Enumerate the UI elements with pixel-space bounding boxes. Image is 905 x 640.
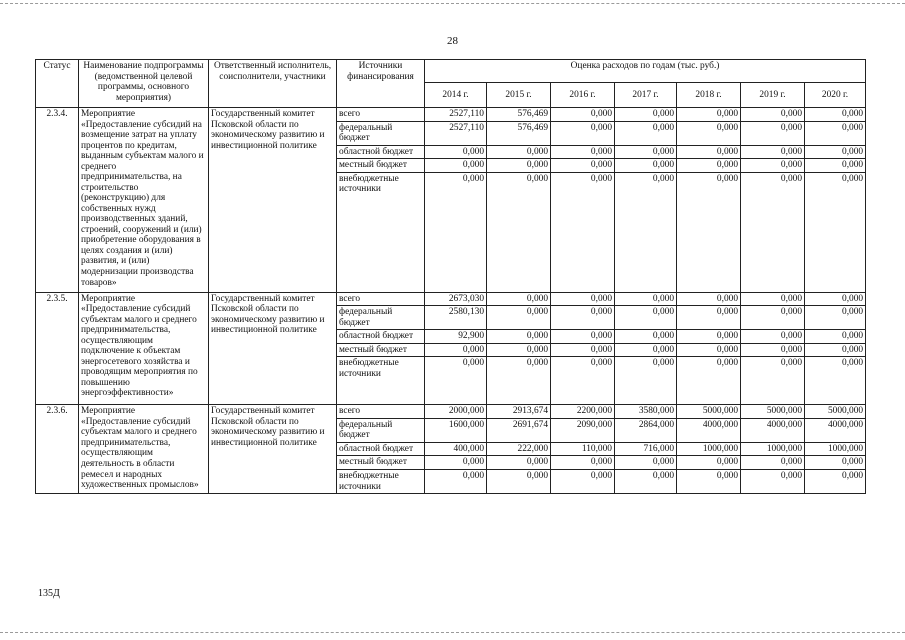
amount-cell: 576,469 — [487, 108, 551, 122]
page-number: 28 — [447, 35, 458, 47]
amount-cell: 0,000 — [551, 121, 615, 145]
amount-cell: 0,000 — [551, 292, 615, 306]
funding-source: федеральный бюджет — [337, 306, 425, 330]
funding-source: местный бюджет — [337, 456, 425, 470]
amount-cell: 0,000 — [805, 172, 866, 292]
footer-code: 135Д — [38, 588, 60, 599]
funding-source: областной бюджет — [337, 145, 425, 159]
table-row — [36, 108, 866, 122]
amount-cell: 716,000 — [615, 442, 677, 456]
amount-cell: 0,000 — [425, 357, 487, 405]
amount-cell: 2864,000 — [615, 418, 677, 442]
amount-cell: 0,000 — [677, 145, 741, 159]
amount-cell: 0,000 — [487, 159, 551, 173]
amount-cell: 0,000 — [551, 456, 615, 470]
amount-cell: 0,000 — [741, 145, 805, 159]
funding-source: внебюджетные источники — [337, 469, 425, 493]
amount-cell: 0,000 — [425, 145, 487, 159]
amount-cell: 0,000 — [805, 330, 866, 344]
funding-source: внебюджетные источники — [337, 172, 425, 292]
amount-cell: 0,000 — [551, 172, 615, 292]
amount-cell: 1000,000 — [741, 442, 805, 456]
header-year: 2014 г. — [425, 83, 487, 108]
amount-cell: 0,000 — [487, 343, 551, 357]
amount-cell: 0,000 — [805, 357, 866, 405]
row-activity-name: Мероприятие «Предоставление субсидий субъектам малого и среднего предпринимательства, осуществляющим подключение к объектам энергосетевого хозяйства и проводящим мероприятия по повышению энергоэффективности» — [79, 292, 209, 405]
amount-cell: 0,000 — [551, 145, 615, 159]
scan-bottom-edge — [0, 632, 905, 633]
amount-cell: 0,000 — [615, 330, 677, 344]
amount-cell: 0,000 — [677, 292, 741, 306]
amount-cell: 0,000 — [741, 469, 805, 493]
amount-cell: 4000,000 — [677, 418, 741, 442]
amount-cell: 0,000 — [741, 108, 805, 122]
header-year: 2020 г. — [805, 83, 866, 108]
row-activity-name: Мероприятие «Предоставление субсидий субъектам малого и среднего предпринимательства, осуществляющим деятельность в области ремесел и народных художественных промыслов» — [79, 405, 209, 494]
amount-cell: 2000,000 — [425, 405, 487, 419]
amount-cell: 92,900 — [425, 330, 487, 344]
header-year: 2015 г. — [487, 83, 551, 108]
amount-cell: 0,000 — [487, 330, 551, 344]
amount-cell: 0,000 — [487, 357, 551, 405]
amount-cell: 0,000 — [805, 145, 866, 159]
amount-cell: 0,000 — [615, 469, 677, 493]
amount-cell: 0,000 — [615, 121, 677, 145]
amount-cell: 0,000 — [805, 306, 866, 330]
amount-cell: 1000,000 — [805, 442, 866, 456]
amount-cell: 0,000 — [741, 456, 805, 470]
amount-cell: 0,000 — [551, 306, 615, 330]
header-year: 2018 г. — [677, 83, 741, 108]
amount-cell: 2691,674 — [487, 418, 551, 442]
scan-top-edge — [0, 3, 905, 4]
amount-cell: 0,000 — [741, 121, 805, 145]
amount-cell: 0,000 — [805, 469, 866, 493]
amount-cell: 1000,000 — [677, 442, 741, 456]
funding-source: всего — [337, 108, 425, 122]
amount-cell: 0,000 — [677, 108, 741, 122]
amount-cell: 0,000 — [487, 456, 551, 470]
amount-cell: 0,000 — [741, 292, 805, 306]
amount-cell: 0,000 — [487, 172, 551, 292]
amount-cell: 0,000 — [487, 145, 551, 159]
amount-cell: 0,000 — [805, 108, 866, 122]
funding-source: областной бюджет — [337, 330, 425, 344]
row-activity-name: Мероприятие «Предоставление субсидий на возмещение затрат на уплату процентов по кредитам, выданным субъектам малого и среднего предпринимательства, на строительство (реконструкцию) для собственных нужд производственных зданий, строений, сооружений и (или) приобретение оборудования в целях создания и (или) развития, и (или) модернизации производства товаров» — [79, 108, 209, 293]
amount-cell: 2580,130 — [425, 306, 487, 330]
funding-source: областной бюджет — [337, 442, 425, 456]
amount-cell: 5000,000 — [741, 405, 805, 419]
amount-cell: 0,000 — [805, 292, 866, 306]
amount-cell: 0,000 — [677, 357, 741, 405]
amount-cell: 0,000 — [615, 456, 677, 470]
amount-cell: 0,000 — [741, 330, 805, 344]
row-responsible: Государственный комитет Псковской области по экономическому развитию и инвестиционной политике — [209, 405, 337, 494]
amount-cell: 0,000 — [615, 108, 677, 122]
amount-cell: 4000,000 — [805, 418, 866, 442]
amount-cell: 0,000 — [487, 306, 551, 330]
amount-cell: 2527,110 — [425, 108, 487, 122]
row-status: 2.3.6. — [36, 405, 79, 494]
amount-cell: 0,000 — [677, 121, 741, 145]
funding-source: всего — [337, 405, 425, 419]
amount-cell: 0,000 — [677, 330, 741, 344]
funding-source: местный бюджет — [337, 343, 425, 357]
amount-cell: 0,000 — [615, 159, 677, 173]
amount-cell: 0,000 — [677, 456, 741, 470]
amount-cell: 0,000 — [615, 145, 677, 159]
amount-cell: 0,000 — [425, 159, 487, 173]
amount-cell: 1600,000 — [425, 418, 487, 442]
amount-cell: 5000,000 — [805, 405, 866, 419]
amount-cell: 0,000 — [805, 456, 866, 470]
amount-cell: 2200,000 — [551, 405, 615, 419]
header-name: Наименование подпрограммы (ведомственной целевой программы, основного мероприятия) — [79, 60, 209, 108]
amount-cell: 0,000 — [551, 357, 615, 405]
budget-table — [35, 59, 866, 494]
amount-cell: 0,000 — [615, 172, 677, 292]
table-row — [36, 405, 866, 419]
amount-cell: 0,000 — [615, 357, 677, 405]
header-responsible: Ответственный исполнитель, соисполнители, участники — [209, 60, 337, 108]
amount-cell: 0,000 — [741, 343, 805, 357]
amount-cell: 0,000 — [551, 343, 615, 357]
amount-cell: 0,000 — [677, 159, 741, 173]
amount-cell: 0,000 — [677, 172, 741, 292]
header-status: Статус — [36, 60, 79, 108]
row-responsible: Государственный комитет Псковской области по экономическому развитию и инвестиционной политике — [209, 108, 337, 293]
amount-cell: 0,000 — [677, 306, 741, 330]
funding-source: внебюджетные источники — [337, 357, 425, 405]
funding-source: местный бюджет — [337, 159, 425, 173]
amount-cell: 0,000 — [551, 108, 615, 122]
amount-cell: 0,000 — [425, 469, 487, 493]
header-sources: Источники финансирования — [337, 60, 425, 108]
amount-cell: 0,000 — [425, 343, 487, 357]
amount-cell: 0,000 — [551, 330, 615, 344]
amount-cell: 0,000 — [425, 456, 487, 470]
amount-cell: 400,000 — [425, 442, 487, 456]
amount-cell: 0,000 — [551, 159, 615, 173]
amount-cell: 0,000 — [677, 469, 741, 493]
amount-cell: 2913,674 — [487, 405, 551, 419]
amount-cell: 0,000 — [805, 343, 866, 357]
amount-cell: 2527,110 — [425, 121, 487, 145]
header-year: 2016 г. — [551, 83, 615, 108]
amount-cell: 3580,000 — [615, 405, 677, 419]
funding-source: федеральный бюджет — [337, 121, 425, 145]
row-status: 2.3.5. — [36, 292, 79, 405]
funding-source: всего — [337, 292, 425, 306]
amount-cell: 2090,000 — [551, 418, 615, 442]
amount-cell: 0,000 — [805, 159, 866, 173]
row-responsible: Государственный комитет Псковской области по экономическому развитию и инвестиционной политике — [209, 292, 337, 405]
amount-cell: 0,000 — [677, 343, 741, 357]
amount-cell: 222,000 — [487, 442, 551, 456]
amount-cell: 0,000 — [487, 469, 551, 493]
amount-cell: 0,000 — [615, 343, 677, 357]
amount-cell: 2673,030 — [425, 292, 487, 306]
row-status: 2.3.4. — [36, 108, 79, 293]
amount-cell: 0,000 — [615, 306, 677, 330]
amount-cell: 0,000 — [741, 306, 805, 330]
header-estimate: Оценка расходов по годам (тыс. руб.) — [425, 60, 866, 83]
amount-cell: 576,469 — [487, 121, 551, 145]
amount-cell: 110,000 — [551, 442, 615, 456]
table-row — [36, 292, 866, 306]
amount-cell: 0,000 — [615, 292, 677, 306]
amount-cell: 4000,000 — [741, 418, 805, 442]
amount-cell: 5000,000 — [677, 405, 741, 419]
amount-cell: 0,000 — [551, 469, 615, 493]
amount-cell: 0,000 — [805, 121, 866, 145]
header-year: 2019 г. — [741, 83, 805, 108]
amount-cell: 0,000 — [487, 292, 551, 306]
amount-cell: 0,000 — [741, 357, 805, 405]
amount-cell: 0,000 — [741, 159, 805, 173]
amount-cell: 0,000 — [425, 172, 487, 292]
amount-cell: 0,000 — [741, 172, 805, 292]
funding-source: федеральный бюджет — [337, 418, 425, 442]
header-year: 2017 г. — [615, 83, 677, 108]
